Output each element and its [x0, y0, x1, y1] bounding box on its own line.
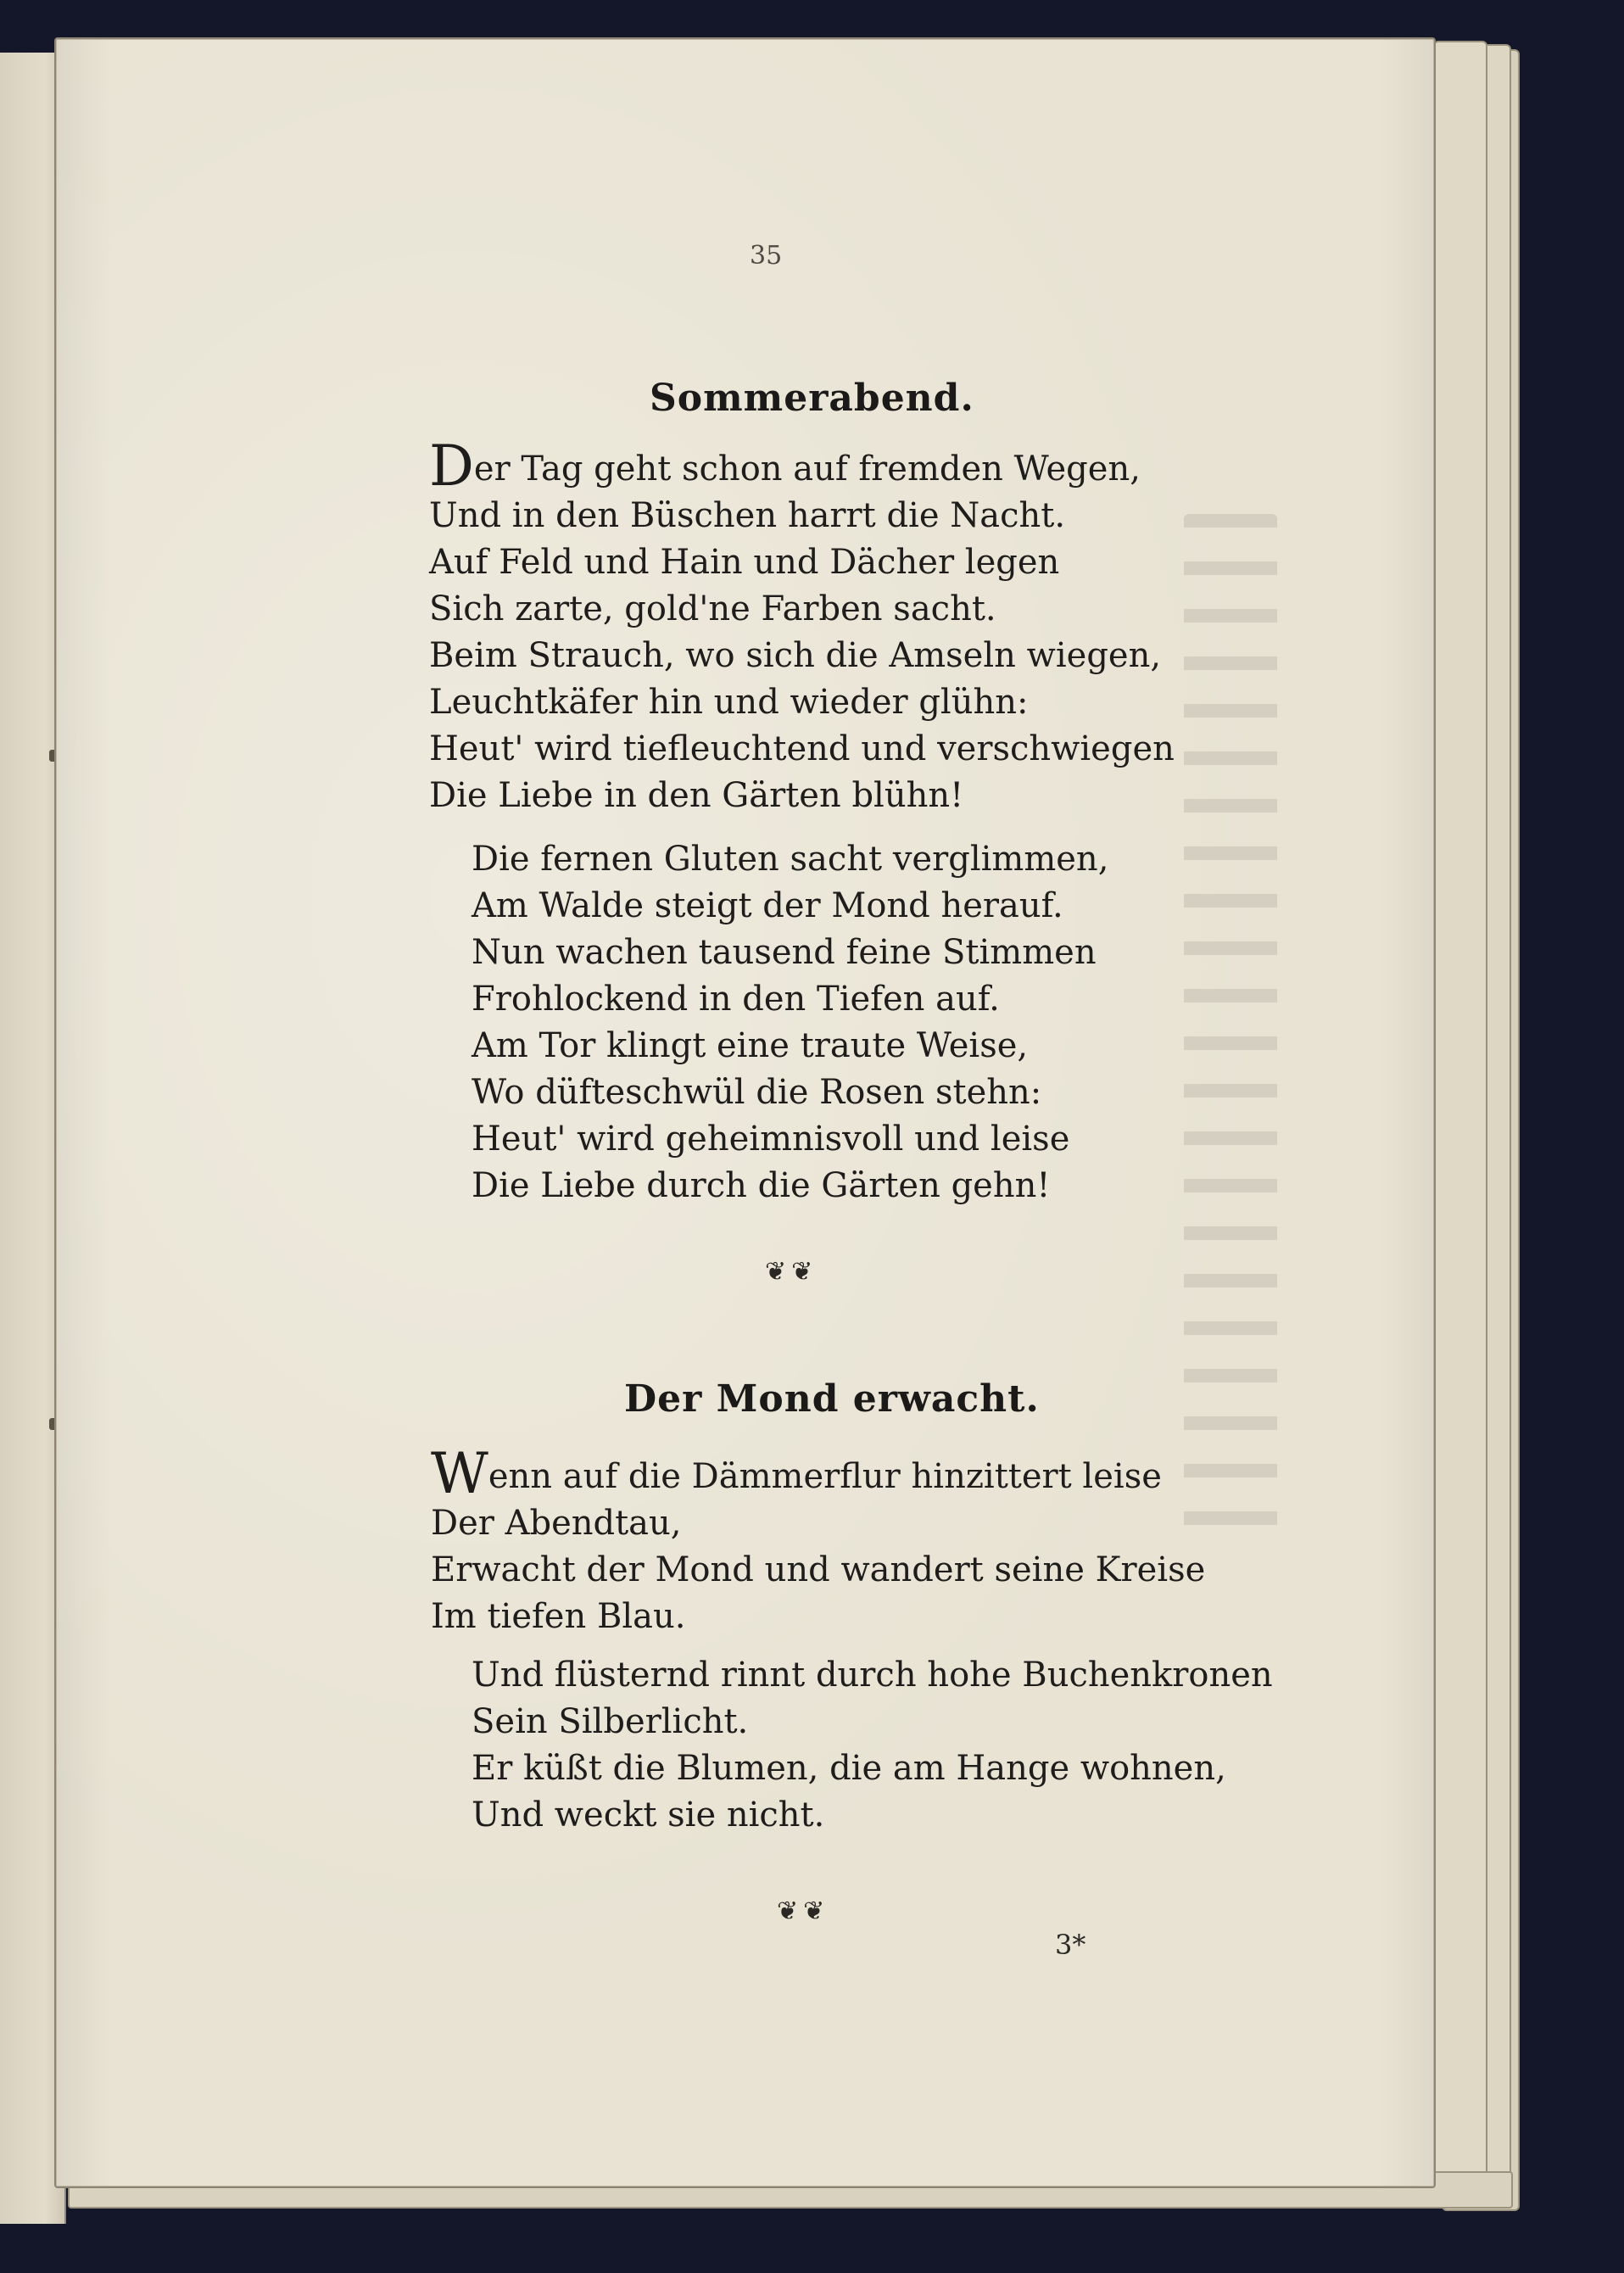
verse-line: Im tiefen Blau.	[431, 1597, 686, 1636]
page-edge	[1433, 41, 1487, 2181]
verse-line: Er küßt die Blumen, die am Hange wohnen,	[472, 1749, 1226, 1788]
section-ornament: ❦❦	[777, 1896, 830, 1926]
stanza	[472, 836, 1108, 1209]
stanza	[429, 433, 1175, 819]
verse-line: Am Tor klingt eine traute Weise,	[472, 1026, 1029, 1065]
verse-line: Erwacht der Mond und wandert seine Kreise	[431, 1550, 1206, 1589]
verse-line: Beim Strauch, wo sich die Amseln wiegen,	[429, 636, 1162, 675]
verse-line: Und in den Büschen harrt die Nacht.	[429, 496, 1066, 535]
verse-line: Auf Feld und Hain und Dächer legen	[429, 543, 1060, 582]
verse-line: Sein Silberlicht.	[472, 1702, 749, 1741]
verse-line: Wo düfteschwül die Rosen stehn:	[472, 1073, 1042, 1112]
section-ornament: ❦❦	[765, 1257, 818, 1287]
verse-line-text: enn auf die Dämmerflur hinzittert leise	[488, 1457, 1162, 1496]
show-through-text	[1184, 514, 1277, 1532]
verse-line: Frohlockend in den Tiefen auf.	[472, 980, 1000, 1019]
verse-line: Am Walde steigt der Mond herauf.	[472, 886, 1063, 925]
verse-line-text: er Tag geht schon auf fremden Wegen,	[473, 450, 1141, 489]
signature-mark: 3*	[1055, 1929, 1086, 1961]
poem-title: Der Mond erwacht.	[624, 1377, 1040, 1421]
verse-line: Der Abendtau,	[431, 1504, 682, 1543]
verse-line: Heut' wird tiefleuchtend und verschwiegen	[429, 729, 1175, 768]
verse-line	[429, 433, 1175, 499]
book-page	[54, 37, 1436, 2188]
verse-line: Und flüsternd rinnt durch hohe Buchenkronen	[472, 1656, 1273, 1695]
verse-line: Die Liebe in den Gärten blühn!	[429, 776, 964, 815]
verse-line: Heut' wird geheimnisvoll und leise	[472, 1120, 1070, 1159]
drop-cap: W	[431, 1441, 488, 1506]
stanza	[431, 1441, 1206, 1640]
verse-line: Die Liebe durch die Gärten gehn!	[472, 1166, 1051, 1205]
verse-line: Sich zarte, gold'ne Farben sacht.	[429, 589, 996, 628]
stanza	[472, 1652, 1273, 1839]
page-number: 35	[750, 241, 783, 271]
verse-line: Leuchtkäfer hin und wieder glühn:	[429, 683, 1029, 722]
drop-cap: D	[429, 433, 474, 499]
verse-line: Nun wachen tausend feine Stimmen	[472, 933, 1097, 972]
verse-line: Die fernen Gluten sacht verglimmen,	[472, 840, 1109, 879]
verse-line: Und weckt sie nicht.	[472, 1796, 825, 1835]
poem-title: Sommerabend.	[650, 377, 974, 420]
verse-line	[431, 1441, 1205, 1506]
